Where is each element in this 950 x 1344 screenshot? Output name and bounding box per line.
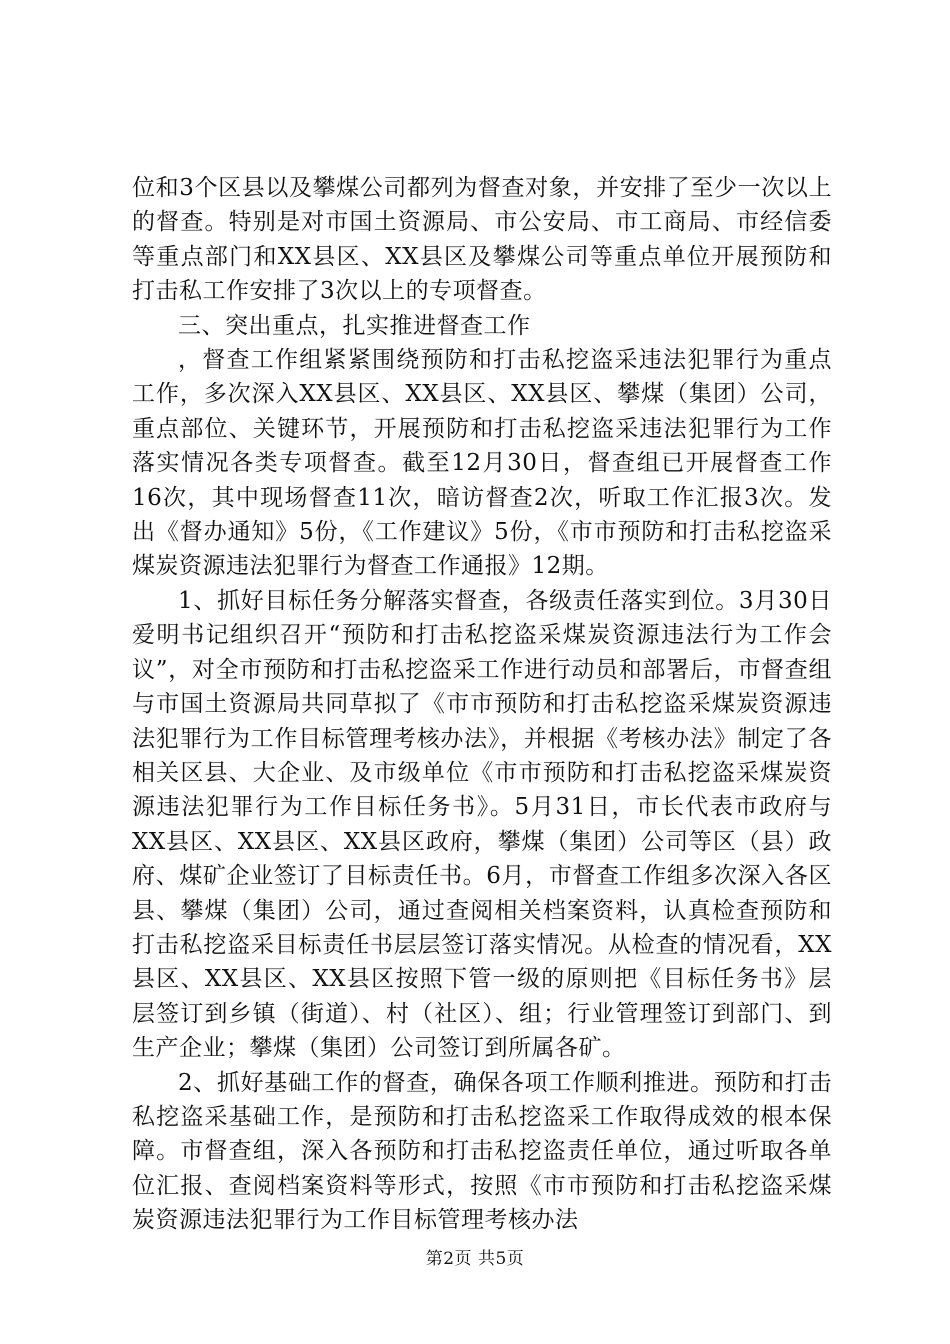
section-heading: 三、突出重点，扎实推进督查工作 bbox=[178, 312, 531, 339]
paragraph-supervision-overview: ，督查工作组紧紧围绕预防和打击私挖盗采违法犯罪行为重点工作，多次深入XX县区、XX县区、XX县区、攀煤（集团）公司，重点部位、关键环节，开展预防和打击私挖盗采违法犯罪行为工作落实情况各类专项督查。截至12月30日，督查组已开展督查工作16次，其中现场督查11次，暗访督查2次，听取工作汇报3次。发出《督办通知》5份，《工作建议》5份，《市市预防和打击私挖盗采煤炭资源违法犯罪行为督查工作通报》12期。 bbox=[132, 347, 832, 580]
paragraph-item-2: 2、抓好基础工作的督查，确保各项工作顺利推进。预防和打击私挖盗采基础工作，是预防和打击私挖盗采工作取得成效的根本保障。市督查组，深入各预防和打击私挖盗责任单位，通过听取各单位汇报、查阅档案资料等形式，按照《市市预防和打击私挖盗采煤炭资源违法犯罪行为工作目标管理考核办法 bbox=[132, 1069, 832, 1234]
document-body bbox=[132, 171, 832, 1238]
page-number-footer: 第2页 共5页 bbox=[425, 1249, 525, 1269]
paragraph-continuation: 位和3个区县以及攀煤公司都列为督查对象，并安排了至少一次以上的督查。特别是对市国土资源局、市公安局、市工商局、市经信委等重点部门和XX县区、XX县区及攀煤公司等重点单位开展预防和打击私工作安排了3次以上的专项督查。 bbox=[132, 175, 832, 305]
paragraph-item-1: 1、抓好目标任务分解落实督查，各级责任落实到位。3月30日爱明书记组织召开“预防和打击私挖盗采煤炭资源违法行为工作会议”，对全市预防和打击私挖盗采工作进行动员和部署后，市督查组与市国土资源局共同草拟了《市市预防和打击私挖盗采煤炭资源违法犯罪行为工作目标管理考核办法》，并根据《考核办法》制定了各相关区县、大企业、及市级单位《市市预防和打击私挖盗采煤炭资源违法犯罪行为工作目标任务书》。5月31日，市长代表市政府与XX县区、XX县区、XX县区政府，攀煤（集团）公司等区（县）政府、煤矿企业签订了目标责任书。6月，市督查工作组多次深入各区县、攀煤（集团）公司，通过查阅相关档案资料，认真检查预防和打击私挖盗采目标责任书层层签订落实情况。从检查的情况看，XX县区、XX县区、XX县区按照下管一级的原则把《目标任务书》层层签订到乡镇（街道）、村（社区）、组；行业管理签订到部门、到生产企业；攀煤（集团）公司签订到所属各矿。 bbox=[132, 587, 832, 1062]
